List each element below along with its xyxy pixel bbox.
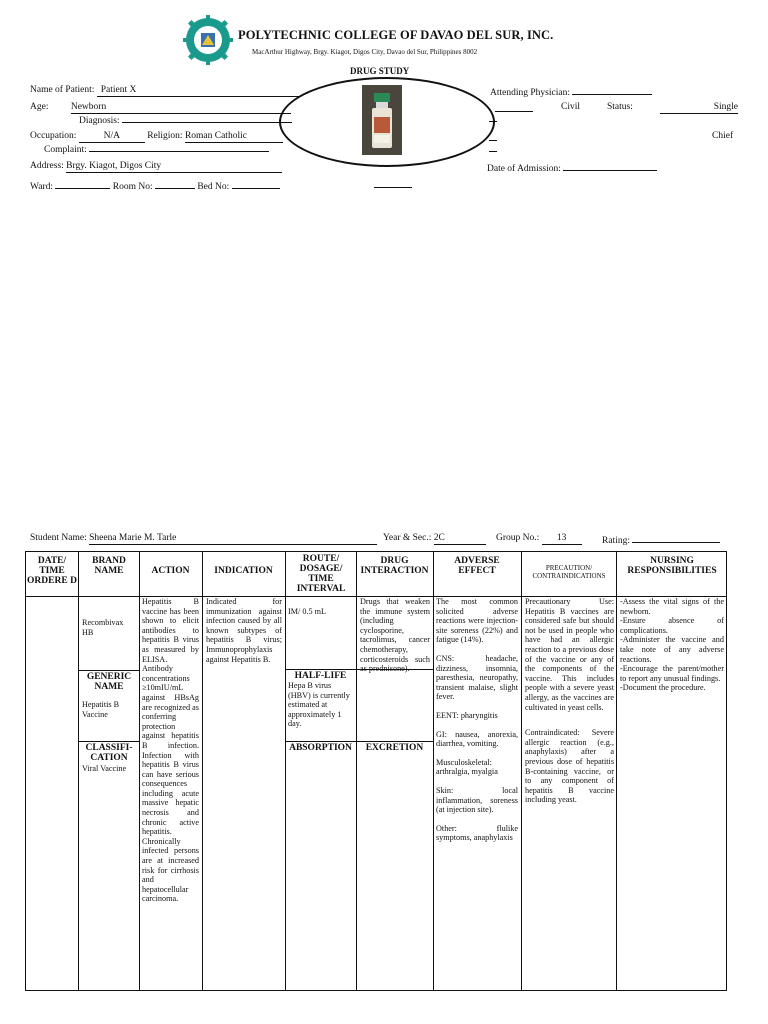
college-address: MacArthur Highway, Brgy. Kiagot, Digos City, Davao del Sur, Philippines 8002: [252, 48, 478, 56]
religion-value[interactable]: Roman Catholic: [185, 130, 283, 143]
header-interaction: DRUG INTERACTION: [360, 556, 429, 576]
diagnosis-label: Diagnosis:: [79, 116, 120, 126]
diagnosis-line-ext: [489, 121, 497, 122]
nursing-item: -Administer the vaccine and take note of any adverse reactions.: [620, 635, 724, 664]
adverse-item: EENT: pharyngitis: [436, 710, 498, 720]
halflife-text: Hepa B virus (HBV) is currently estimated at approximately 1 day.: [288, 681, 350, 729]
generic-value: Hepatitis B Vaccine: [82, 700, 120, 719]
occupation-value[interactable]: N/A: [79, 130, 145, 143]
status-label: Status:: [607, 102, 633, 112]
adverse-item: CNS: headache, dizziness, insomnia, paresthesia, neuropathy, transient malaise, slight fever.: [436, 653, 518, 702]
year-value[interactable]: 2C: [434, 532, 486, 545]
room-field[interactable]: [155, 178, 195, 189]
precaution-item: Contraindicated: Severe allergic reaction (e.g., anaphylaxis) after a previous dose of hepatitis B-containing vaccine, or to any component of hepatitis B vaccine including yeast.: [525, 728, 614, 805]
route-value: IM/ 0.5 mL: [288, 607, 326, 616]
class-value: Viral Vaccine: [82, 764, 127, 773]
blank-line: [374, 187, 412, 188]
bed-label: Bed No:: [197, 182, 230, 192]
nursing-item: -Assess the vital signs of the newborn.: [620, 597, 724, 616]
doc-title: DRUG STUDY: [350, 66, 410, 76]
absorption-label: ABSORPTION: [289, 743, 352, 753]
complaint-label: Complaint:: [44, 145, 87, 155]
rating-label: Rating:: [602, 536, 630, 546]
age-label: Age:: [30, 102, 49, 112]
occupation-label: Occupation:: [30, 131, 77, 141]
nursing-item: -Ensure absence of complications.: [620, 616, 724, 635]
drug-study-table: [25, 551, 727, 991]
age-value[interactable]: Newborn: [71, 101, 291, 114]
religion-line-ext: [489, 140, 497, 141]
rating-field[interactable]: [632, 532, 720, 543]
adverse-list: [436, 597, 518, 843]
physician-field[interactable]: [572, 84, 652, 95]
ward-field[interactable]: [55, 178, 110, 189]
halflife-label: HALF-LIFE: [294, 671, 347, 681]
action-text: Hepatitis B vaccine has been shown to elicit antibodies to hepatitis B virus as measured by ELISA. Antibody concentrations ≥10mIU/mL against HBsAg are recognized as conferring protection against hepatitis B infection. Infection with hepatitis B virus can have serious consequences including acute massive hepatic necrosis and chronic active hepatitis. Chronically infected persons are at increased risk for cirrhosis and hepatocellular carcinoma.: [142, 597, 199, 904]
patient-name-label: Name of Patient:: [30, 85, 95, 95]
physician-label: Attending Physician:: [490, 88, 570, 98]
nursing-item: -Document the procedure.: [620, 683, 706, 693]
age-line-ext: [495, 111, 533, 112]
bed-field[interactable]: [232, 178, 280, 189]
diagnosis-field[interactable]: [122, 112, 292, 123]
group-label: Group No.:: [496, 533, 540, 543]
status-value[interactable]: Single: [660, 101, 738, 114]
religion-label: Religion:: [147, 131, 183, 141]
precaution-item: Precautionary Use: Hepatitis B vaccines are considered safe but should not be used in people who have had an allergic reaction to a previous dose of the vaccine or any of the components of the vaccine. This includes people with a severe yeast allergy, as the vaccines are cultivated in yeast cells.: [525, 597, 614, 712]
college-name: POLYTECHNIC COLLEGE OF DAVAO DEL SUR, INC.: [238, 28, 554, 42]
class-label: CLASSIFI- CATION: [85, 743, 133, 763]
student-name-label: Student Name:: [30, 533, 87, 543]
generic-label: GENERIC NAME: [86, 672, 132, 692]
adverse-item: GI: nausea, anorexia, diarrhea, vomiting.: [436, 729, 518, 749]
header-precaution: PRECAUTION/ CONTRAINDICATIONS: [532, 564, 606, 580]
address-label: Address:: [30, 161, 64, 171]
patient-name-value[interactable]: Patient X: [97, 84, 301, 97]
student-name-value[interactable]: Sheena Marie M. Tarle: [89, 532, 377, 545]
adverse-item: The most common solicited adverse reactions were injection-site soreness (22%) and fatigue (14%).: [436, 597, 518, 645]
excretion-label: EXCRETION: [365, 743, 424, 753]
address-value[interactable]: Brgy. Kiagot, Digos City: [66, 160, 282, 173]
header-indication: INDICATION: [214, 566, 273, 576]
ward-label: Ward:: [30, 182, 53, 192]
header-adverse: ADVERSE EFFECT: [454, 556, 500, 576]
header-route: ROUTE/ DOSAGE/ TIME INTERVAL: [296, 554, 346, 594]
header-nursing: NURSING RESPONSIBILITIES: [627, 556, 717, 576]
admission-label: Date of Admission:: [487, 164, 561, 174]
group-value[interactable]: 13: [542, 532, 582, 545]
year-label: Year & Sec.:: [383, 533, 432, 543]
civil-label: Civil: [561, 102, 581, 112]
brand-value: Recombivax HB: [82, 618, 124, 637]
adverse-item: Skin: local inflammation, soreness (at injection site).: [436, 785, 518, 815]
room-label: Room No:: [112, 182, 153, 192]
admission-field[interactable]: [563, 160, 657, 171]
nursing-item: -Encourage the parent/mother to report any unusual findings.: [620, 664, 724, 683]
header-date: DATE/ TIME ORDERE D: [27, 556, 77, 586]
college-seal-logo: [183, 15, 233, 65]
header-action: ACTION: [151, 566, 190, 576]
complaint-field[interactable]: [89, 141, 269, 152]
indication-text: Indicated for immunization against infection caused by all known subtypes of hepatitis B virus; Immunoprophylaxis against Hepatitis B.: [206, 597, 282, 664]
nursing-list: [620, 597, 724, 693]
complaint-line-ext: [489, 151, 497, 152]
adverse-item: Other: flulike symptoms, anaphylaxis: [436, 823, 518, 843]
chief-label: Chief: [712, 131, 734, 141]
header-brand: BRAND NAME: [92, 556, 126, 576]
vaccine-vial-image: [362, 85, 402, 155]
precaution-list: [525, 597, 614, 805]
adverse-item: Musculoskeletal: arthralgia, myalgia: [436, 757, 498, 777]
interaction-text: Drugs that weaken the immune system (including cyclosporine, tacrolimus, cancer chemotherapy, corticosteroids such as prednisone).: [360, 597, 430, 674]
